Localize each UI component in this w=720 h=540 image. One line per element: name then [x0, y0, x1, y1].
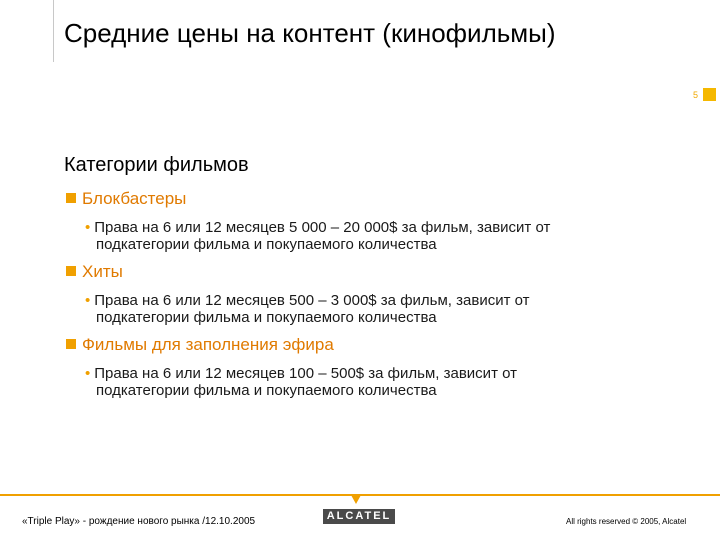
detail-line-1: Права на 6 или 12 месяцев 500 – 3 000$ за фильм, зависит от	[94, 292, 530, 309]
category-label: Блокбастеры	[82, 189, 187, 208]
detail-line-2: подкатегории фильма и покупаемого количества	[96, 382, 437, 399]
category-item-blockbusters	[66, 189, 186, 209]
category-label: Хиты	[82, 262, 123, 281]
dot-bullet-icon: •	[85, 292, 91, 309]
category-detail	[85, 219, 550, 253]
square-bullet-icon	[66, 193, 76, 203]
dot-bullet-icon: •	[85, 365, 91, 382]
section-heading: Категории фильмов	[64, 154, 249, 176]
page-marker-square	[703, 88, 716, 101]
square-bullet-icon	[66, 266, 76, 276]
footer-arrow-icon	[351, 495, 361, 504]
footer-copyright: All rights reserved © 2005, Alcatel	[566, 517, 687, 526]
category-detail	[85, 365, 517, 399]
footer-presentation-title: «Triple Play» - рождение нового рынка /12.10.2005	[22, 516, 256, 527]
category-detail	[85, 292, 530, 326]
detail-line-2: подкатегории фильма и покупаемого количества	[96, 309, 437, 326]
detail-line-2: подкатегории фильма и покупаемого количества	[96, 236, 437, 253]
detail-line-1: Права на 6 или 12 месяцев 100 – 500$ за фильм, зависит от	[94, 365, 517, 382]
page-number: 5	[693, 90, 699, 100]
category-item-filler	[66, 335, 334, 355]
square-bullet-icon	[66, 339, 76, 349]
slide-title: Средние цены на контент (кинофильмы)	[64, 18, 556, 48]
category-item-hits	[66, 262, 123, 282]
dot-bullet-icon: •	[85, 219, 91, 236]
category-label: Фильмы для заполнения эфира	[82, 335, 334, 354]
title-divider	[53, 0, 54, 62]
alcatel-logo: ALCATEL	[323, 509, 395, 524]
detail-line-1: Права на 6 или 12 месяцев 5 000 – 20 000$ за фильм, зависит от	[94, 219, 551, 236]
